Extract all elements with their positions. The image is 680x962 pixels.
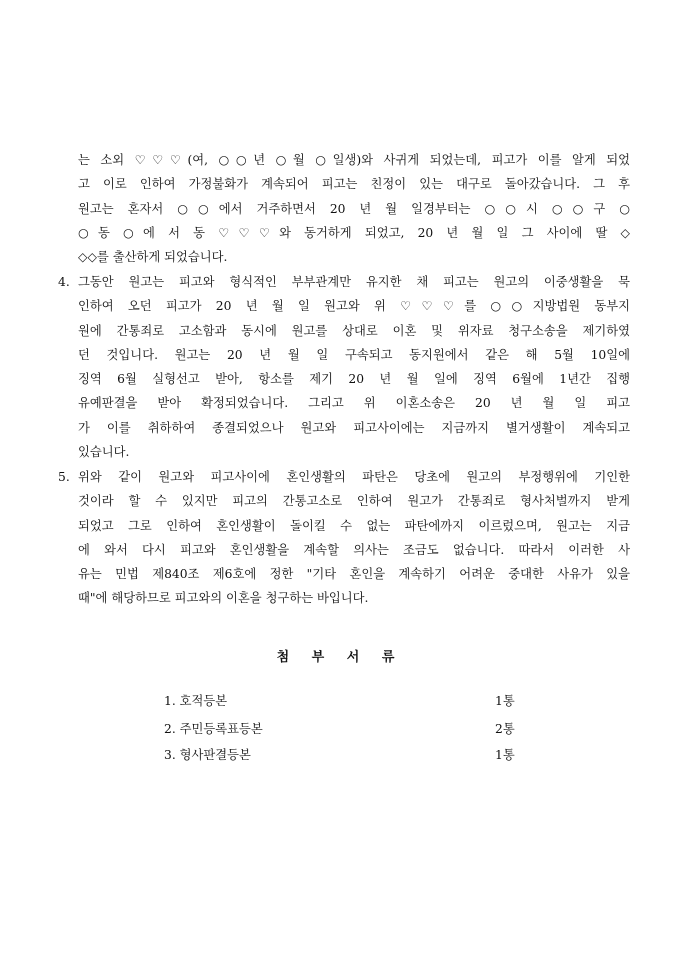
text-line: 유는 민법 제840조 제6호에 정한 "기타 혼인을 계속하기 어려운 중대한 사유가 있을 (78, 567, 630, 582)
attachment-item (164, 717, 524, 741)
text-line: 인하여 오던 피고가 20 년 월 일 원고와 위 ♡♡♡를 ○○지방법원 동부지 (78, 299, 630, 314)
text-line: 징역 6월 실형선고 받아, 항소를 제기 20 년 월 일에 징역 6월에 1년간 집행 (78, 372, 630, 387)
attachment-name: 1. 호적등본 (164, 694, 228, 708)
paragraph-number: 4. (58, 275, 70, 289)
text-line: 것이라 할 수 있지만 피고의 간통고소로 인하여 원고가 간통죄로 형사처벌까지 받게 (78, 494, 630, 509)
text-line: 있습니다. (78, 445, 130, 460)
text-line: 고 이로 인하여 가정불화가 계속되어 피고는 친정이 있는 대구로 돌아갔습니다. 그 후 (78, 177, 630, 192)
text-line: ○동 ○에 서 동 ♡♡♡와 동거하게 되었고, 20 년 월 일 그 사이에 딸 ◇ (78, 225, 630, 240)
attachment-item (164, 743, 524, 767)
text-line: 원에 간통죄로 고소함과 동시에 원고를 상대로 이혼 및 위자료 청구소송을 제기하였 (78, 323, 630, 338)
text-line: 때"에 해당하므로 피고와의 이혼을 청구하는 바입니다. (78, 591, 369, 606)
text-line: 그동안 원고는 피고와 형식적인 부부관계만 유지한 채 피고는 원고의 이중생활을 묵 (78, 275, 630, 289)
text-line: 되었고 그로 인하여 혼인생활이 돌이킬 수 없는 파탄에까지 이르렀으며, 원고는 지금 (78, 518, 630, 533)
attachment-name: 3. 형사판결등본 (164, 748, 251, 762)
attachment-item (164, 689, 524, 713)
text-line: 가 이를 취하하여 종결되었으나 원고와 피고사이에는 지금까지 별거생활이 계속되고 (78, 420, 630, 435)
text-line: ◇◇를 출산하게 되었습니다. (78, 250, 228, 265)
attachment-name: 2. 주민등록표등본 (164, 722, 263, 736)
paragraph-body (78, 270, 630, 464)
attachment-count: 1통 (495, 748, 515, 762)
attachment-count: 2통 (495, 722, 515, 736)
paragraph-continuation (78, 148, 630, 269)
attachment-count: 1통 (495, 694, 515, 708)
text-line: 던 것입니다. 원고는 20 년 월 일 구속되고 동지원에서 같은 해 5월 10일에 (78, 347, 630, 362)
text-line: 에 와서 다시 피고와 혼인생활을 계속할 의사는 조금도 없습니다. 따라서 이러한 사 (78, 542, 630, 557)
attachments-heading: 첨 부 서 류 (276, 650, 404, 665)
paragraph-number: 5. (58, 470, 70, 484)
text-line: 는 소외 ♡♡♡(여, ○○년 ○월 ○일생)와 사귀게 되었는데, 피고가 이를 알게 되었 (78, 153, 630, 167)
text-line: 위와 같이 원고와 피고사이에 혼인생활의 파탄은 당초에 원고의 부정행위에 기인한 (78, 470, 630, 484)
text-line: 유예판결을 받아 확정되었습니다. 그리고 위 이혼소송은 20 년 월 일 피고 (78, 396, 630, 411)
paragraph-body (78, 465, 630, 611)
text-line: 원고는 혼자서 ○○에서 거주하면서 20 년 월 일경부터는 ○○시 ○○구 ○ (78, 201, 630, 216)
